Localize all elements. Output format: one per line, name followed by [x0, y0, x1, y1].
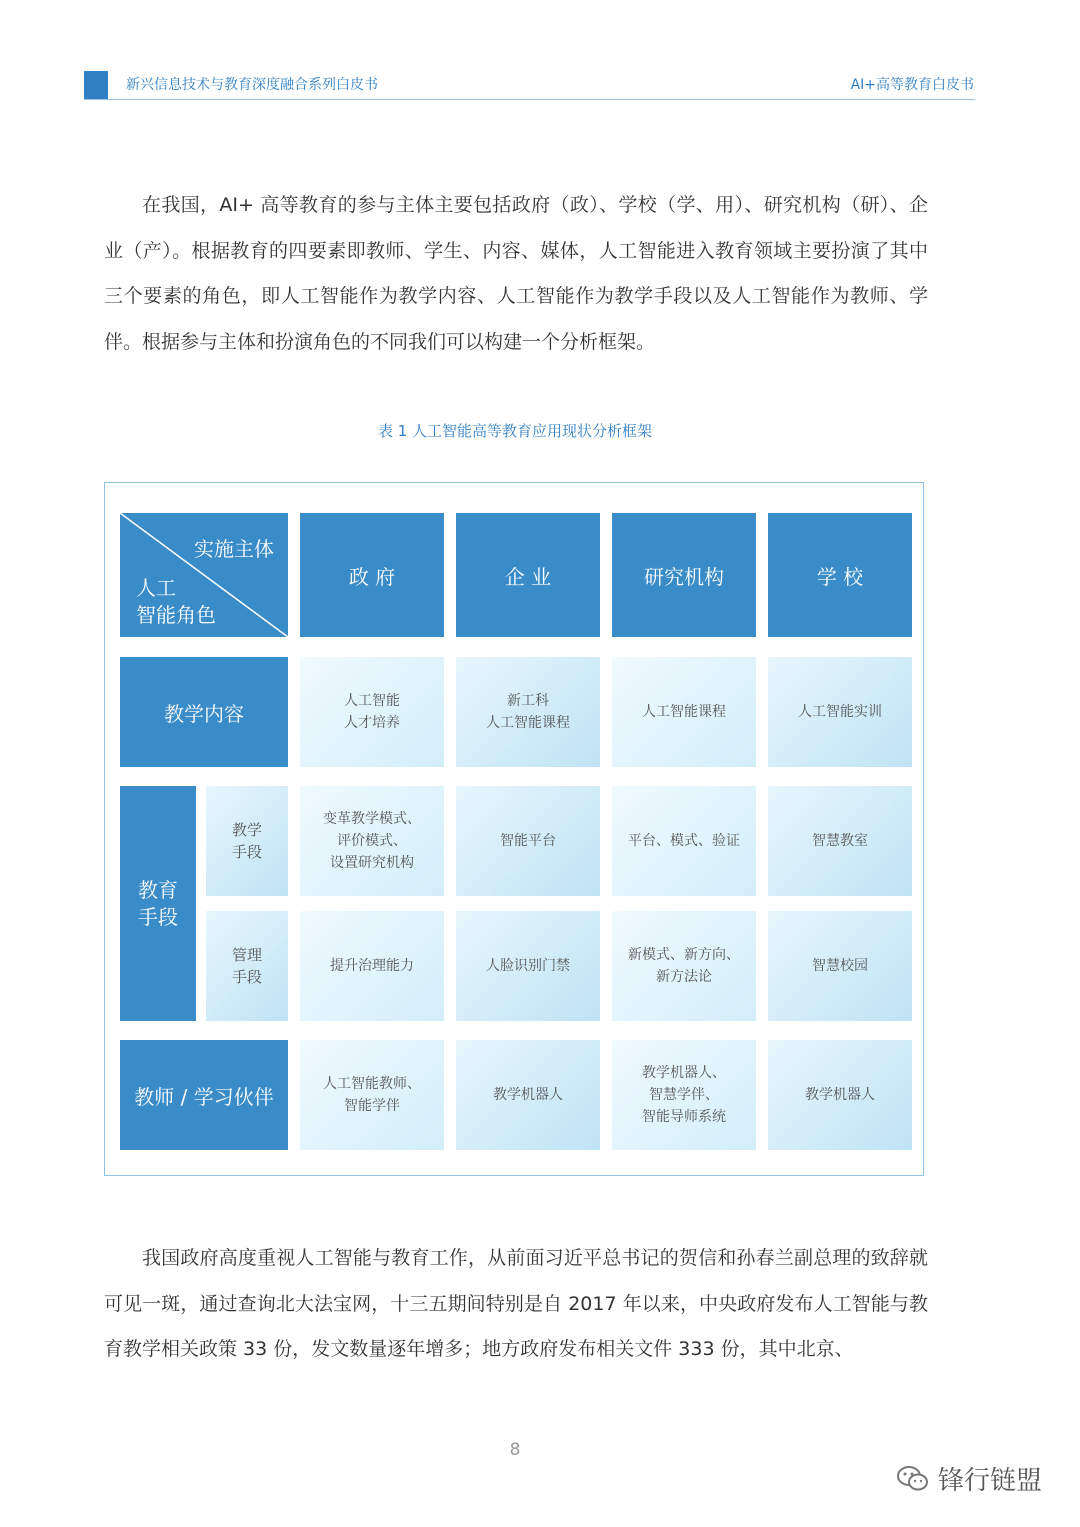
row-label-teaching-content: 教学内容	[120, 657, 288, 767]
header-book-title: AI+高等教育白皮书	[850, 77, 974, 93]
cell-line: 人工智能教师、	[323, 1076, 421, 1092]
cell-line: 教学机器人	[493, 1087, 563, 1103]
cell-line: 教学机器人、	[642, 1065, 726, 1081]
subrow-label-management-means	[206, 911, 288, 1021]
table-cell	[768, 911, 912, 1021]
watermark	[896, 1460, 1042, 1497]
table-cell	[768, 786, 912, 896]
wechat-icon	[896, 1464, 930, 1494]
column-header-school: 学 校	[768, 513, 912, 637]
cell-line: 人工智能	[344, 693, 400, 709]
corner-bottom-line1: 人工	[136, 576, 176, 600]
cell-line: 人工智能课程	[486, 715, 570, 731]
cell-line: 智能导师系统	[642, 1109, 726, 1125]
cell-line: 平台、模式、验证	[628, 833, 740, 849]
cell-line: 新方法论	[656, 969, 712, 985]
corner-bottom-label	[136, 575, 216, 629]
means-label-line1: 教育	[138, 877, 178, 902]
cell-line: 智能平台	[500, 833, 556, 849]
header-square-icon	[84, 71, 108, 99]
column-header-government: 政 府	[300, 513, 444, 637]
row-label-teacher-partner: 教师 / 学习伙伴	[120, 1040, 288, 1150]
page-number: 8	[509, 1440, 521, 1460]
table-corner-cell	[120, 513, 288, 637]
table-cell	[456, 911, 600, 1021]
watermark-text: 锋行链盟	[938, 1466, 1043, 1496]
teach-means-line1: 教学	[231, 821, 262, 839]
body-paragraph-2: 我国政府高度重视人工智能与教育工作，从前面习近平总书记的贺信和孙春兰副总理的致辞就可见一斑，通过查询北大法宝网，十三五期间特别是自 2017 年以来，中央政府发布人工智能与教育教学相关政策 33 份，发文数量逐年增多；地方政府发布相关文件 333 份，其中北京、	[104, 1247, 928, 1360]
table-cell	[300, 1040, 444, 1150]
table-cell	[768, 1040, 912, 1150]
means-label-line2: 手段	[138, 904, 178, 929]
manage-means-line2: 手段	[231, 968, 262, 986]
manage-means-line1: 管理	[231, 946, 262, 964]
cell-line: 智能学伴	[344, 1098, 400, 1114]
header-divider	[84, 99, 975, 100]
cell-line: 人才培养	[344, 715, 400, 731]
table-cell	[612, 657, 756, 767]
table-cell	[612, 911, 756, 1021]
table-cell	[456, 786, 600, 896]
header-series-title: 新兴信息技术与教育深度融合系列白皮书	[126, 77, 378, 93]
cell-line: 教学机器人	[805, 1087, 875, 1103]
body-paragraph-1: 在我国，AI+ 高等教育的参与主体主要包括政府（政）、学校（学、用）、研究机构（研）、企业（产）。根据教育的四要素即教师、学生、内容、媒体，人工智能进入教育领域主要扮演了其中三个要素的角色，即人工智能作为教学内容、人工智能作为教学手段以及人工智能作为教师、学伴。根据参与主体和扮演角色的不同我们可以构建一个分析框架。	[104, 194, 928, 353]
cell-line: 评价模式、	[337, 833, 407, 849]
cell-line: 提升治理能力	[330, 958, 414, 974]
table-cell	[300, 786, 444, 896]
cell-line: 新模式、新方向、	[628, 947, 740, 963]
cell-line: 人工智能课程	[642, 704, 726, 720]
cell-line: 智慧学伴、	[649, 1087, 719, 1103]
cell-line: 变革教学模式、	[323, 811, 421, 827]
table-cell	[456, 657, 600, 767]
table-cell	[768, 657, 912, 767]
teach-means-line2: 手段	[231, 843, 262, 861]
cell-line: 智慧校园	[812, 958, 868, 974]
corner-bottom-line2: 智能角色	[136, 603, 216, 627]
cell-line: 设置研究机构	[330, 855, 414, 871]
column-header-research: 研究机构	[612, 513, 756, 637]
cell-line: 智慧教室	[812, 833, 868, 849]
table-cell	[300, 911, 444, 1021]
subrow-label-teaching-means	[206, 786, 288, 896]
cell-line: 人脸识别门禁	[486, 958, 570, 974]
table-cell	[612, 1040, 756, 1150]
table-cell	[612, 786, 756, 896]
table-caption: 表 1 人工智能高等教育应用现状分析框架	[377, 422, 653, 440]
table-cell	[456, 1040, 600, 1150]
cell-line: 新工科	[507, 693, 549, 709]
column-header-enterprise: 企 业	[456, 513, 600, 637]
row-label-education-means	[120, 786, 196, 1021]
corner-top-label: 实施主体	[194, 537, 274, 561]
table-cell	[300, 657, 444, 767]
cell-line: 人工智能实训	[798, 704, 882, 720]
table-frame	[104, 482, 924, 1176]
